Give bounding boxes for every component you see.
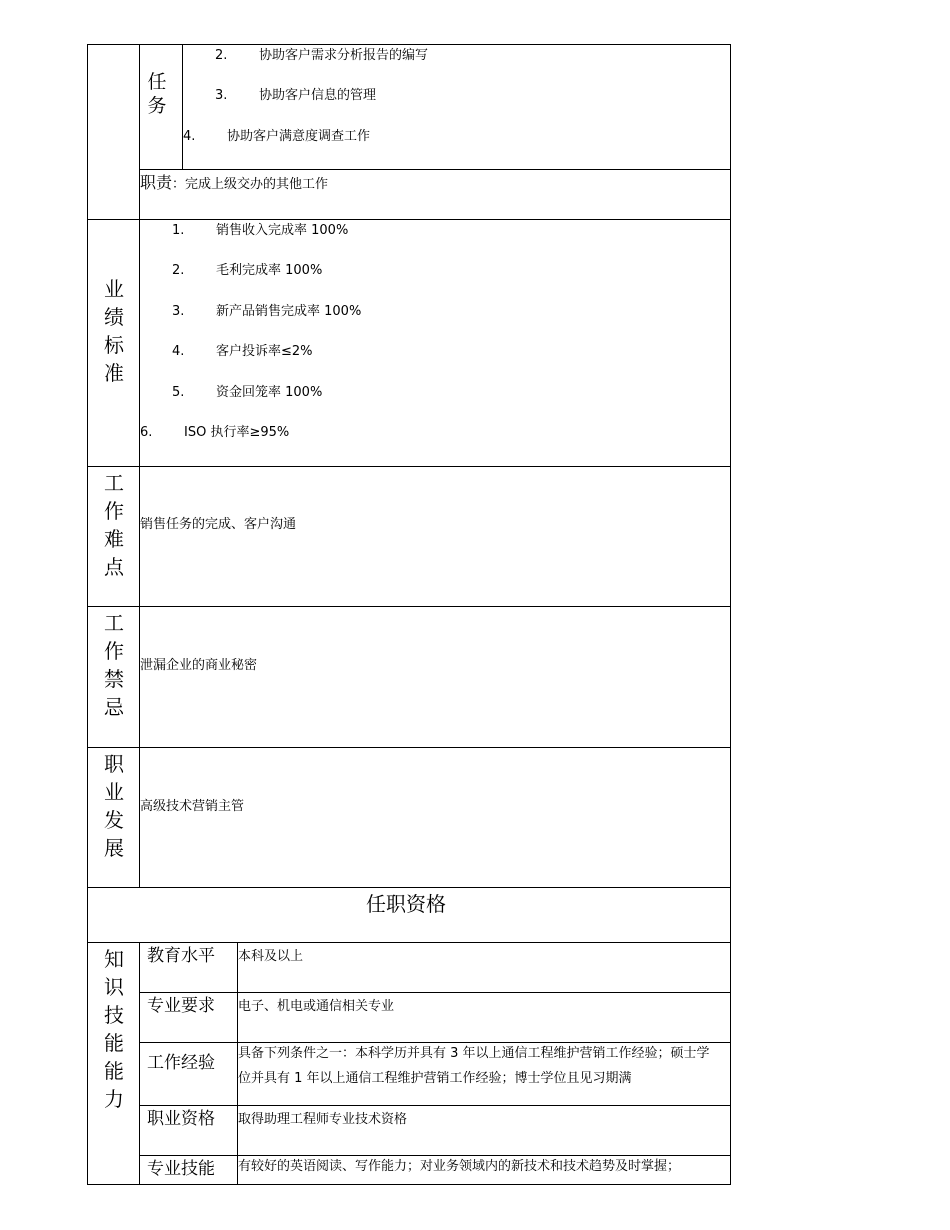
- performance-item-num: 5.: [172, 385, 185, 400]
- qualifications-title: 任职资格: [366, 892, 446, 916]
- performance-item-num: 2.: [172, 263, 185, 278]
- task-item-text: 协助客户信息的管理: [259, 88, 377, 103]
- qualification-row-value: 电子、机电或通信相关专业: [238, 999, 395, 1014]
- qualification-row-value: 有较好的英语阅读、写作能力；对业务领域内的新技术和技术趋势及时掌握；: [238, 1159, 681, 1174]
- performance-label: 业 绩 标 准: [104, 277, 124, 385]
- qualification-row-label: 工作经验: [147, 1053, 215, 1073]
- responsibility-row: [140, 175, 328, 193]
- performance-item-text: 资金回笼率 100%: [216, 385, 323, 400]
- performance-item-text: 销售收入完成率 100%: [216, 223, 349, 238]
- qualifications-side-label: 知 识 技 能 能 力: [104, 947, 124, 1111]
- responsibility-label: 职责: [140, 173, 173, 192]
- performance-item-text: 客户投诉率≤2%: [216, 344, 313, 359]
- task-item-num: 2.: [215, 48, 228, 63]
- performance-item-num: 1.: [172, 223, 185, 238]
- performance-item-num: 4.: [172, 344, 185, 359]
- taboos-text: 泄漏企业的商业秘密: [140, 658, 258, 673]
- task-item-num: 3.: [215, 88, 228, 103]
- task-item-num: 4.: [183, 129, 196, 144]
- qualification-row-label: 教育水平: [147, 946, 215, 966]
- qualification-row-value: 取得助理工程师专业技术资格: [238, 1112, 408, 1127]
- qualification-row-value: 本科及以上: [238, 949, 304, 964]
- qualification-row-label: 职业资格: [147, 1109, 215, 1129]
- task-label: 任 务: [147, 71, 167, 117]
- taboos-label: 工 作 禁 忌: [104, 611, 124, 719]
- qualification-row-label: 专业要求: [147, 996, 215, 1016]
- difficulties-text: 销售任务的完成、客户沟通: [140, 517, 297, 532]
- performance-item-text: ISO 执行率≥95%: [184, 425, 290, 440]
- qualification-row-value: 具备下列条件之一：本科学历并具有 3 年以上通信工程维护营销工作经验；硕士学位并具有 1 年以上通信工程维护营销工作经验；博士学位且见习期满: [238, 1046, 710, 1086]
- task-item-text: 协助客户满意度调查工作: [227, 129, 371, 144]
- career-text: 高级技术营销主管: [140, 799, 245, 814]
- difficulties-label: 工 作 难 点: [104, 471, 124, 579]
- performance-item-num: 3.: [172, 304, 185, 319]
- career-label: 职 业 发 展: [104, 752, 124, 860]
- performance-item-num: 6.: [140, 425, 153, 440]
- qualification-row-label: 专业技能: [147, 1159, 215, 1179]
- performance-item-text: 新产品销售完成率 100%: [216, 304, 362, 319]
- performance-item-text: 毛利完成率 100%: [216, 263, 323, 278]
- task-item-text: 协助客户需求分析报告的编写: [259, 48, 429, 63]
- responsibility-text: ：完成上级交办的其他工作: [172, 177, 329, 192]
